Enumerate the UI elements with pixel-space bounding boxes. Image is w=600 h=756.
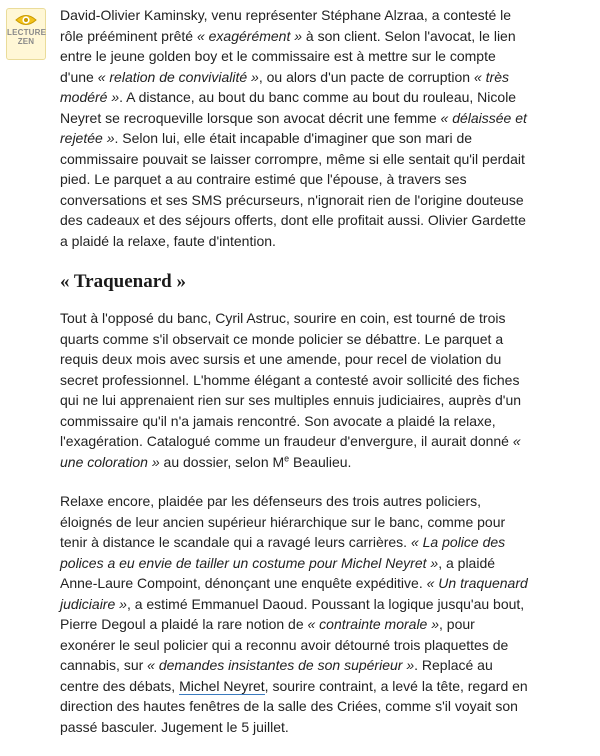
article-body [60,5,532,756]
text: , a plaidé Anne-Laure Compoint, dénonçant une enquête expéditive. [60,554,496,591]
quote: « La police des polices a eu envie de tailler un costume pour Michel Neyret » [60,534,506,571]
paragraph-3 [60,491,532,737]
paragraph-1 [60,5,532,251]
lecture-zen-label-2: ZEN [17,37,35,46]
text: David-Olivier Kaminsky, venu représenter Stéphane Alzraa, a contesté le rôle prééminent prêté [60,7,512,44]
paragraph-2 [60,308,532,472]
michel-neyret-link[interactable]: Michel Neyret [179,677,265,694]
text: . Replacé au centre des débats, [60,657,493,694]
quote: « Un traquenard judiciaire » [60,575,528,612]
lecture-zen-button[interactable] [6,8,46,60]
quote: « relation de convivialité » [97,68,259,85]
quote: « très modéré » [60,68,509,105]
text: Beaulieu. [289,453,352,470]
text: , pour exonérer le seul policier qui a reconnu avoir détourné trois plaquettes de cannabis, sur [60,616,509,673]
text: Tout à l'opposé du banc, Cyril Astruc, sourire en coin, est tourné de trois quarts comme s'il observait ce monde policier se débattre. Le parquet a requis deux mois avec sursis et une amende, pour recel de violation du secret professionnel. L'homme élégant a contesté avoir sollicité des fiches qui ne lui apprenaient rien sur ses multiples ennuis judiciaires, auprès d'un commissaire qu'il n'a jamais rencontré. Son avocate a plaidé la relaxe, l'exagération. Catalogué comme un fraudeur d'envergure, il aurait donné [60,310,522,449]
text: . A distance, au bout du banc comme au bout du rouleau, Nicole Neyret se recroqueville lorsque son avocat décrit une femme [60,89,517,126]
text: , sourire contraint, a levé la tête, regard en direction des hautes fenêtres de la salle des Criées, comme s'il voyait son passé basculer. Jugement le 5 juillet. [60,677,528,735]
text: Relaxe encore, plaidée par les défenseurs des trois autres policiers, éloignés de leur ancien supérieur hiérarchique sur le banc, comme pour tenir à distance le scandale qui a ravagé leurs carrières. [60,493,506,550]
lecture-zen-label-1: LECTURE [7,28,47,37]
text: , a estimé Emmanuel Daoud. Poussant la logique jusqu'au bout, Pierre Degoul a plaidé la rare notion de [60,595,525,632]
quote: « exagérément » [196,27,303,44]
eye-icon [14,12,38,28]
text: à son client. Selon l'avocat, le lien entre le jeune golden boy et le commissaire est à mettre sur le compte d'une [60,27,516,85]
text: . Selon lui, elle était incapable d'imaginer que son mari de commissaire pouvait se laisser corrompre, même si elle sentait qu'il perdait pied. Le parquet a au contraire estimé que l'épouse, à travers ses conversations et ses SMS précurseurs, n'ignorait rien de l'origine douteuse des cadeaux et des séjours offerts, dont elle profitait aussi. Olivier Gardette a plaidé la relaxe, faute d'intention. [60,130,526,249]
text: , ou alors d'un pacte de corruption [258,68,474,85]
quote: « délaissée et rejetée » [60,109,527,146]
quote: « une coloration » [60,433,521,470]
section-heading: « Traquenard » [60,271,186,292]
text: au dossier, selon M [159,453,285,470]
superscript: e [284,452,290,463]
quote: « contrainte morale » [307,616,440,632]
quote: « demandes insistantes de son supérieur » [147,657,415,673]
